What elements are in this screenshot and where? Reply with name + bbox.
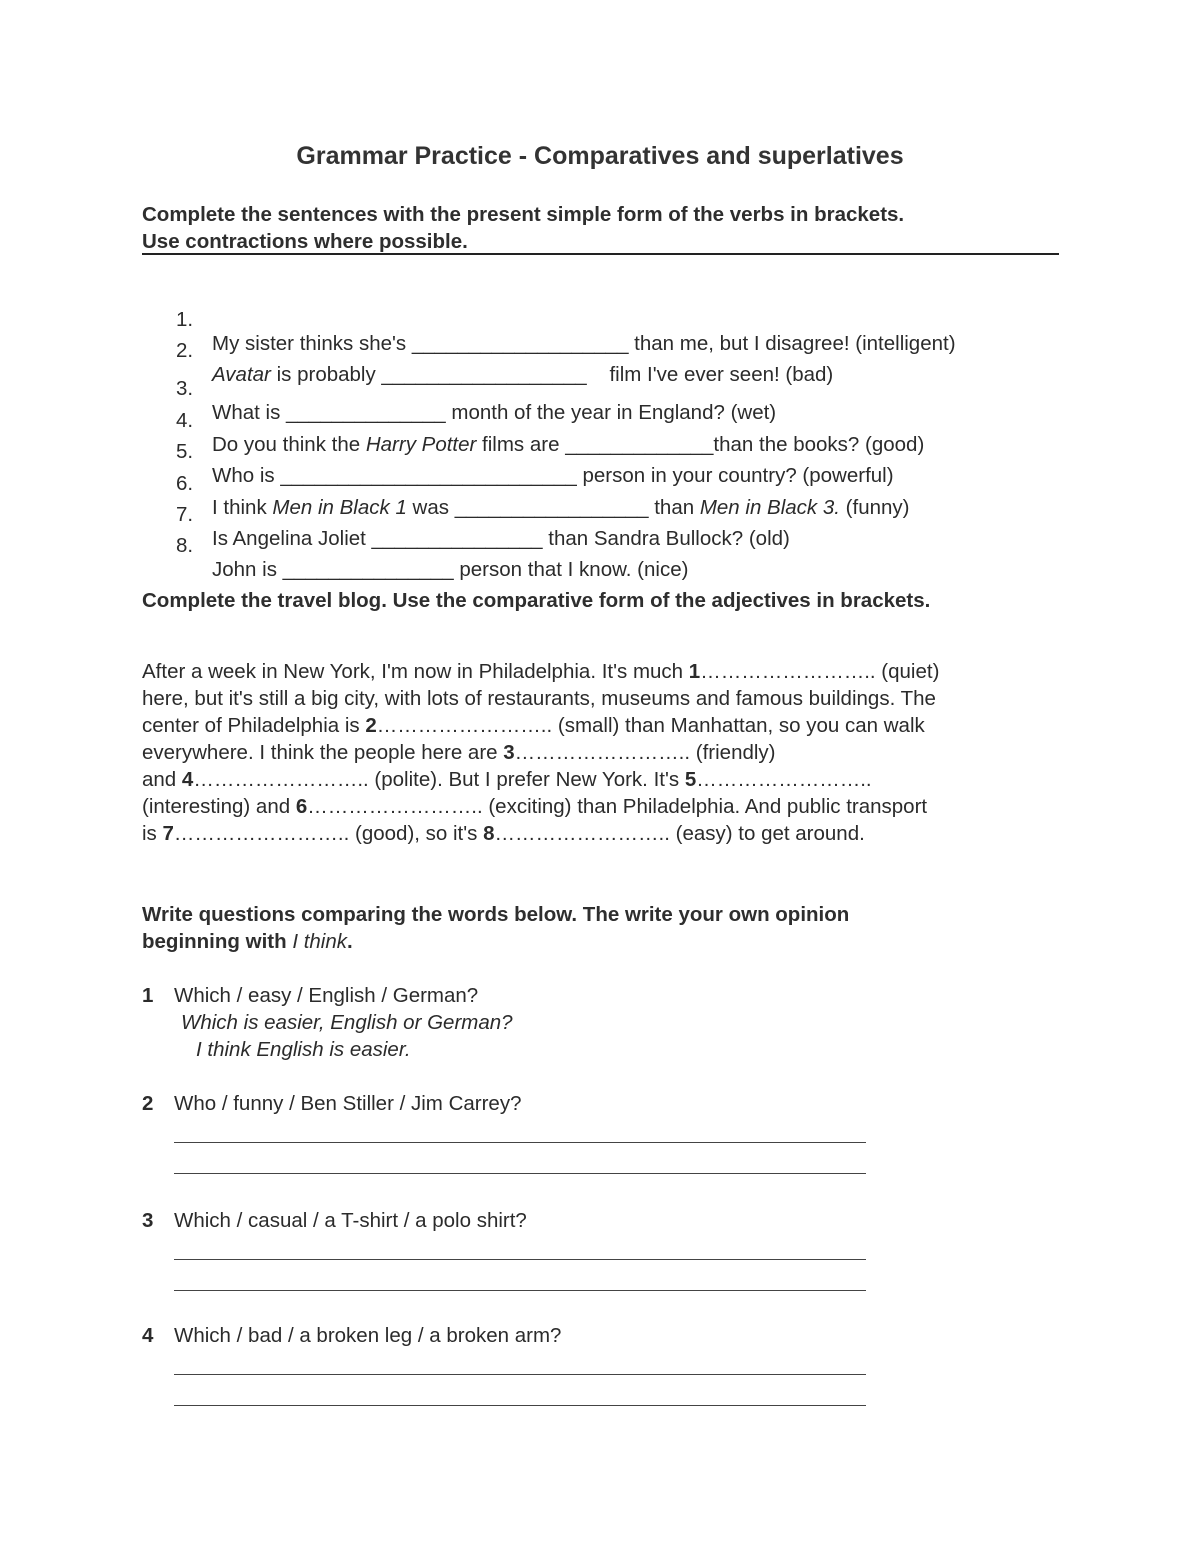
gap-number: 1	[688, 660, 701, 683]
item-text: Who is	[212, 464, 281, 487]
answer-blank[interactable]: ___________________	[411, 332, 629, 355]
item-text: films are	[476, 433, 566, 456]
answer-blank[interactable]: ______________	[286, 401, 446, 424]
item-text: is probably	[270, 363, 382, 386]
answer-blank[interactable]: _______________	[371, 527, 543, 550]
answer-gap[interactable]: ……………………..	[173, 822, 350, 845]
blog-line: After a week in New York, I'm now in Philadelphia. It's much 1…………………….. (quiet)	[142, 660, 940, 683]
answer-gap[interactable]: ……………………..	[193, 768, 369, 791]
item-text: (funny)	[839, 496, 910, 519]
item-number: 7.	[176, 503, 194, 526]
section1-instruction-line1: Complete the sentences with the present simple form of the verbs in brackets.	[142, 203, 905, 226]
item-number: 1.	[176, 308, 194, 331]
question-number: 3	[142, 1209, 154, 1232]
item-text: What is	[212, 401, 287, 424]
item-text: than Sandra Bullock? (old)	[542, 527, 790, 550]
item-text: person that I know. (nice)	[453, 558, 689, 581]
item-text: My sister thinks she's	[212, 332, 412, 355]
gap-number: 5	[684, 768, 697, 791]
item-text: I think	[212, 496, 273, 519]
example-answer-opinion: I think English is easier.	[196, 1038, 411, 1061]
blog-line: is 7…………………….. (good), so it's 8…………………….. (easy) to get around.	[142, 822, 865, 845]
item-number: 3.	[176, 377, 194, 400]
answer-line[interactable]	[174, 1290, 866, 1291]
item-number: 4.	[176, 409, 194, 432]
answer-gap[interactable]: ……………………..	[514, 741, 691, 764]
item-text: was	[406, 496, 455, 519]
answer-line[interactable]	[174, 1142, 866, 1143]
answer-blank[interactable]: _____________	[565, 433, 714, 456]
answer-line[interactable]	[174, 1374, 866, 1375]
page-title: Grammar Practice - Comparatives and superlatives	[296, 142, 904, 170]
item-text-italic: Avatar	[212, 363, 271, 386]
section1-instruction-line2: Use contractions where possible.	[142, 230, 468, 253]
question-number: 2	[142, 1092, 154, 1115]
answer-gap[interactable]: ……………………..	[696, 768, 872, 791]
blog-line: here, but it's still a big city, with lots of restaurants, museums and famous buildings. The	[142, 687, 936, 710]
question-prompt: Which / easy / English / German?	[174, 984, 479, 1007]
answer-gap[interactable]: ……………………..	[307, 795, 483, 818]
item-text: Is Angelina Joliet	[212, 527, 372, 550]
item-number: 2.	[176, 339, 194, 362]
travel-blog	[142, 658, 1082, 847]
question-prompt: Which / casual / a T-shirt / a polo shirt?	[174, 1209, 527, 1232]
answer-gap[interactable]: ……………………..	[494, 822, 670, 845]
section3-instruction-line1: Write questions comparing the words below. The write your own opinion	[142, 903, 850, 926]
item-text-italic: Men in Black 1	[272, 496, 407, 519]
answer-blank[interactable]: __________________	[381, 363, 587, 386]
item-text: month of the year in England? (wet)	[445, 401, 777, 424]
answer-line[interactable]	[174, 1259, 866, 1260]
answer-gap[interactable]: ……………………..	[376, 714, 553, 737]
item-text: John is	[212, 558, 283, 581]
question-prompt: Which / bad / a broken leg / a broken arm?	[174, 1324, 562, 1347]
answer-line[interactable]	[174, 1173, 866, 1174]
gap-number: 7	[162, 822, 174, 845]
question-number: 4	[142, 1324, 154, 1347]
gap-number: 3	[503, 741, 515, 764]
item-text: Do you think the	[212, 433, 366, 456]
item-text: than	[648, 496, 700, 519]
instruction-italic: I think	[292, 930, 348, 953]
item-text: than the books? (good)	[713, 433, 925, 456]
answer-blank[interactable]: _______________	[282, 558, 454, 581]
blog-line: and 4…………………….. (polite). But I prefer New York. It's 5……………………..	[142, 768, 872, 791]
answer-line[interactable]	[174, 1405, 866, 1406]
gap-number: 2	[365, 714, 377, 737]
section3-instruction-line2: beginning with I think.	[142, 930, 353, 953]
blog-line: (interesting) and 6…………………….. (exciting) than Philadelphia. And public transport	[142, 795, 928, 818]
question-number: 1	[142, 984, 154, 1007]
item-number: 6.	[176, 472, 194, 495]
item-text: person in your country? (powerful)	[576, 464, 894, 487]
item-text-italic: Harry Potter	[365, 433, 477, 456]
gap-number: 6	[295, 795, 308, 818]
item-text: film I've ever seen! (bad)	[586, 363, 834, 386]
gap-number: 4	[181, 768, 194, 791]
answer-gap[interactable]: ……………………..	[700, 660, 876, 683]
item-number: 5.	[176, 440, 194, 463]
gap-number: 8	[483, 822, 495, 845]
section1-underline	[142, 253, 1059, 255]
answer-blank[interactable]: _________________	[454, 496, 649, 519]
question-prompt: Who / funny / Ben Stiller / Jim Carrey?	[174, 1092, 522, 1115]
example-answer-question: Which is easier, English or German?	[181, 1011, 513, 1034]
item-text-italic: Men in Black 3.	[699, 496, 840, 519]
section2-instruction: Complete the travel blog. Use the comparative form of the adjectives in brackets.	[142, 589, 931, 612]
item-text: than me, but I disagree! (intelligent)	[628, 332, 956, 355]
answer-blank[interactable]: __________________________	[280, 464, 577, 487]
blog-line: everywhere. I think the people here are 3…………………….. (friendly)	[142, 741, 776, 764]
blog-line: center of Philadelphia is 2…………………….. (small) than Manhattan, so you can walk	[142, 714, 925, 737]
item-number: 8.	[176, 534, 194, 557]
